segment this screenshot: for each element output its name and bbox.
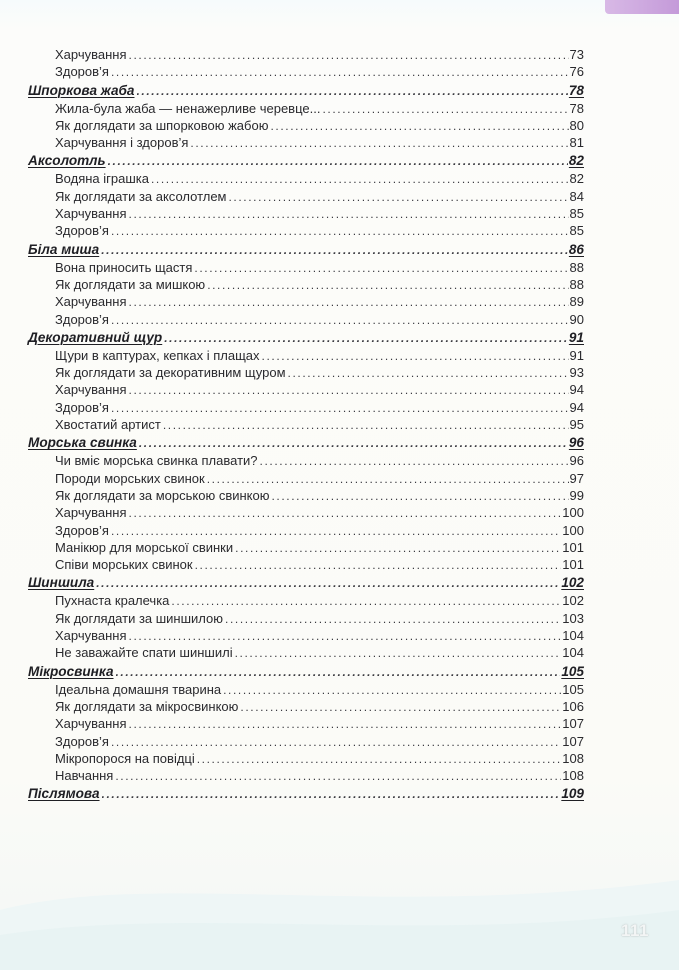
toc-page-number: 99 — [569, 487, 584, 503]
toc-entry — [28, 627, 584, 644]
toc-page-number: 97 — [569, 470, 584, 486]
dot-leader — [129, 382, 569, 399]
toc-entry — [28, 610, 584, 627]
toc-entry-title: Як доглядати за декоративним щуром — [55, 365, 286, 381]
toc-entry — [28, 381, 584, 398]
toc-section-entry — [28, 240, 584, 259]
dot-leader — [270, 118, 568, 135]
toc-entry — [28, 134, 584, 151]
dot-leader — [129, 206, 569, 223]
table-of-contents — [28, 46, 584, 803]
dot-leader — [151, 171, 569, 188]
toc-section-entry — [28, 328, 584, 347]
toc-entry — [28, 452, 584, 469]
toc-entry-title: Пухнаста кралечка — [55, 593, 170, 609]
toc-entry-title: Як доглядати за шпорковою жабою — [55, 117, 269, 133]
toc-entry-title: Здоров’я — [55, 223, 109, 239]
toc-entry — [28, 399, 584, 416]
toc-entry — [28, 311, 584, 328]
toc-entry — [28, 470, 584, 487]
dot-leader — [197, 751, 562, 768]
toc-entry — [28, 681, 584, 698]
dot-leader — [240, 699, 561, 716]
toc-entry — [28, 117, 584, 134]
toc-section-title: Післямова — [28, 786, 100, 802]
toc-entry-title: Здоров’я — [55, 64, 109, 80]
toc-entry-title: Здоров’я — [55, 522, 109, 538]
toc-entry — [28, 259, 584, 276]
dot-leader — [171, 593, 561, 610]
toc-entry — [28, 698, 584, 715]
toc-entry-title: Мікропорося на повідці — [55, 750, 195, 766]
toc-entry — [28, 539, 584, 556]
toc-page-number: 88 — [569, 259, 584, 275]
toc-entry — [28, 504, 584, 521]
dot-leader — [137, 82, 568, 101]
dot-leader — [111, 64, 569, 81]
toc-page-number: 90 — [569, 311, 584, 327]
toc-page-number: 109 — [561, 786, 584, 802]
toc-entry — [28, 644, 584, 661]
toc-entry-title: Харчування — [55, 206, 127, 222]
toc-page-number: 85 — [569, 206, 584, 222]
toc-page-number: 107 — [562, 716, 584, 732]
toc-section-title: Мікросвинка — [28, 663, 114, 679]
toc-entry-title: Харчування — [55, 294, 127, 310]
toc-entry — [28, 293, 584, 310]
toc-section-entry — [28, 662, 584, 681]
dot-leader — [164, 329, 568, 348]
toc-page-number: 103 — [562, 610, 584, 626]
dot-leader — [260, 453, 569, 470]
dot-leader — [322, 101, 568, 118]
dot-leader — [96, 574, 560, 593]
dot-leader — [108, 152, 568, 171]
toc-page-number: 104 — [562, 645, 584, 661]
toc-page-number: 80 — [569, 117, 584, 133]
toc-entry-title: Співи морських свинок — [55, 557, 193, 573]
toc-entry — [28, 592, 584, 609]
dot-leader — [111, 223, 569, 240]
toc-page-number: 101 — [562, 539, 584, 555]
toc-section-entry — [28, 573, 584, 592]
toc-entry-title: Чи вміє морська свинка плавати? — [55, 453, 258, 469]
toc-page-number: 85 — [569, 223, 584, 239]
toc-page-number: 96 — [568, 435, 584, 451]
toc-page-number: 100 — [562, 505, 584, 521]
toc-entry-title: Здоров’я — [55, 733, 109, 749]
toc-section-entry — [28, 784, 584, 803]
dot-leader — [288, 365, 569, 382]
toc-entry — [28, 46, 584, 63]
toc-entry-title: Здоров’я — [55, 311, 109, 327]
dot-leader — [129, 628, 562, 645]
toc-section-title: Шпоркова жаба — [28, 82, 135, 98]
toc-entry — [28, 750, 584, 767]
dot-leader — [129, 505, 562, 522]
toc-section-entry — [28, 433, 584, 452]
dot-leader — [111, 312, 569, 329]
toc-entry — [28, 63, 584, 80]
toc-entry — [28, 715, 584, 732]
toc-entry — [28, 556, 584, 573]
page-number: 111 — [621, 921, 649, 940]
toc-entry-title: Не заважайте спати шиншилі — [55, 645, 233, 661]
dot-leader — [262, 348, 569, 365]
toc-entry — [28, 347, 584, 364]
dot-leader — [102, 785, 561, 804]
toc-entry-title: Манікюр для морської свинки — [55, 539, 234, 555]
toc-page-number: 78 — [568, 82, 584, 98]
toc-page-number: 102 — [562, 593, 584, 609]
dot-leader — [272, 488, 569, 505]
toc-page-number: 108 — [562, 768, 584, 784]
toc-entry-title: Як доглядати за аксолотлем — [55, 188, 227, 204]
toc-entry-title: Здоров’я — [55, 399, 109, 415]
toc-entry — [28, 487, 584, 504]
toc-page-number: 96 — [569, 453, 584, 469]
toc-entry-title: Щури в каптурах, кепках і плащах — [55, 347, 260, 363]
toc-entry-title: Як доглядати за морською свинкою — [55, 487, 270, 503]
dot-leader — [129, 294, 569, 311]
toc-entry-title: Водяна іграшка — [55, 171, 149, 187]
toc-page-number: 101 — [562, 557, 584, 573]
toc-entry-title: Харчування — [55, 382, 127, 398]
toc-entry-title: Харчування — [55, 628, 127, 644]
dot-leader — [163, 417, 569, 434]
toc-page-number: 95 — [569, 417, 584, 433]
toc-section-title: Шиншила — [28, 575, 95, 591]
toc-entry-title: Вона приносить щастя — [55, 259, 193, 275]
toc-page-number: 84 — [569, 188, 584, 204]
toc-entry — [28, 276, 584, 293]
toc-entry-title: Харчування — [55, 716, 127, 732]
toc-section-entry — [28, 151, 584, 170]
toc-page-number: 106 — [562, 698, 584, 714]
toc-entry-title: Як доглядати за мишкою — [55, 276, 206, 292]
toc-page-number: 76 — [569, 64, 584, 80]
dot-leader — [235, 540, 561, 557]
toc-entry — [28, 205, 584, 222]
toc-page-number: 91 — [568, 329, 584, 345]
dot-leader — [129, 47, 569, 64]
toc-page-number: 88 — [569, 276, 584, 292]
toc-page-number: 94 — [569, 399, 584, 415]
toc-page-number: 108 — [562, 750, 584, 766]
dot-leader — [207, 471, 569, 488]
toc-page-number: 89 — [569, 294, 584, 310]
toc-page-number: 73 — [569, 47, 584, 62]
toc-entry-title: Хвостатий артист — [55, 417, 161, 433]
toc-page-number: 100 — [562, 522, 584, 538]
dot-leader — [111, 734, 561, 751]
toc-section-title: Декоративний щур — [28, 329, 163, 345]
toc-entry — [28, 416, 584, 433]
dot-leader — [111, 523, 561, 540]
toc-page-number: 104 — [562, 628, 584, 644]
toc-entry — [28, 222, 584, 239]
toc-entry-title: Харчування — [55, 505, 127, 521]
toc-page-number: 94 — [569, 382, 584, 398]
corner-accent-tab — [605, 0, 679, 14]
toc-section-entry — [28, 81, 584, 100]
toc-page-number: 81 — [569, 135, 584, 151]
toc-entry-title: Як доглядати за шиншилою — [55, 610, 224, 626]
toc-section-title: Морська свинка — [28, 435, 137, 451]
toc-entry — [28, 100, 584, 117]
dot-leader — [194, 260, 568, 277]
dot-leader — [116, 663, 561, 682]
toc-page-number: 105 — [562, 681, 584, 697]
dot-leader — [225, 611, 561, 628]
toc-entry — [28, 522, 584, 539]
toc-page-number: 78 — [569, 100, 584, 116]
toc-page-number: 82 — [568, 153, 584, 169]
dot-leader — [223, 682, 561, 699]
dot-leader — [139, 434, 568, 453]
dot-leader — [190, 135, 568, 152]
dot-leader — [129, 716, 562, 733]
dot-leader — [229, 189, 569, 206]
dot-leader — [195, 557, 562, 574]
toc-page-number: 102 — [561, 575, 584, 591]
toc-entry-title: Як доглядати за мікросвинкою — [55, 698, 239, 714]
dot-leader — [207, 277, 568, 294]
toc-page-number: 82 — [569, 171, 584, 187]
toc-entry — [28, 733, 584, 750]
dot-leader — [111, 400, 569, 417]
dot-leader — [235, 645, 562, 662]
toc-entry-title: Ідеальна домашня тварина — [55, 681, 222, 697]
toc-entry — [28, 170, 584, 187]
toc-page-number: 91 — [569, 347, 584, 363]
toc-page-number: 86 — [568, 241, 584, 257]
toc-section-title: Біла миша — [28, 241, 100, 257]
toc-page-number: 93 — [569, 365, 584, 381]
toc-entry-title: Харчування — [55, 47, 127, 62]
toc-section-title: Аксолотль — [28, 153, 106, 169]
toc-entry — [28, 364, 584, 381]
dot-leader — [115, 768, 561, 785]
toc-page-number: 107 — [562, 733, 584, 749]
dot-leader — [101, 241, 568, 260]
bottom-wave-decoration — [0, 850, 679, 970]
toc-entry-title: Породи морських свинок — [55, 470, 205, 486]
toc-entry-title: Навчання — [55, 768, 114, 784]
toc-entry — [28, 767, 584, 784]
toc-page-number: 105 — [561, 663, 584, 679]
toc-entry-title: Харчування і здоров’я — [55, 135, 189, 151]
toc-entry-title: Жила-була жаба — ненажерливе черевце... — [55, 100, 321, 116]
toc-entry — [28, 188, 584, 205]
